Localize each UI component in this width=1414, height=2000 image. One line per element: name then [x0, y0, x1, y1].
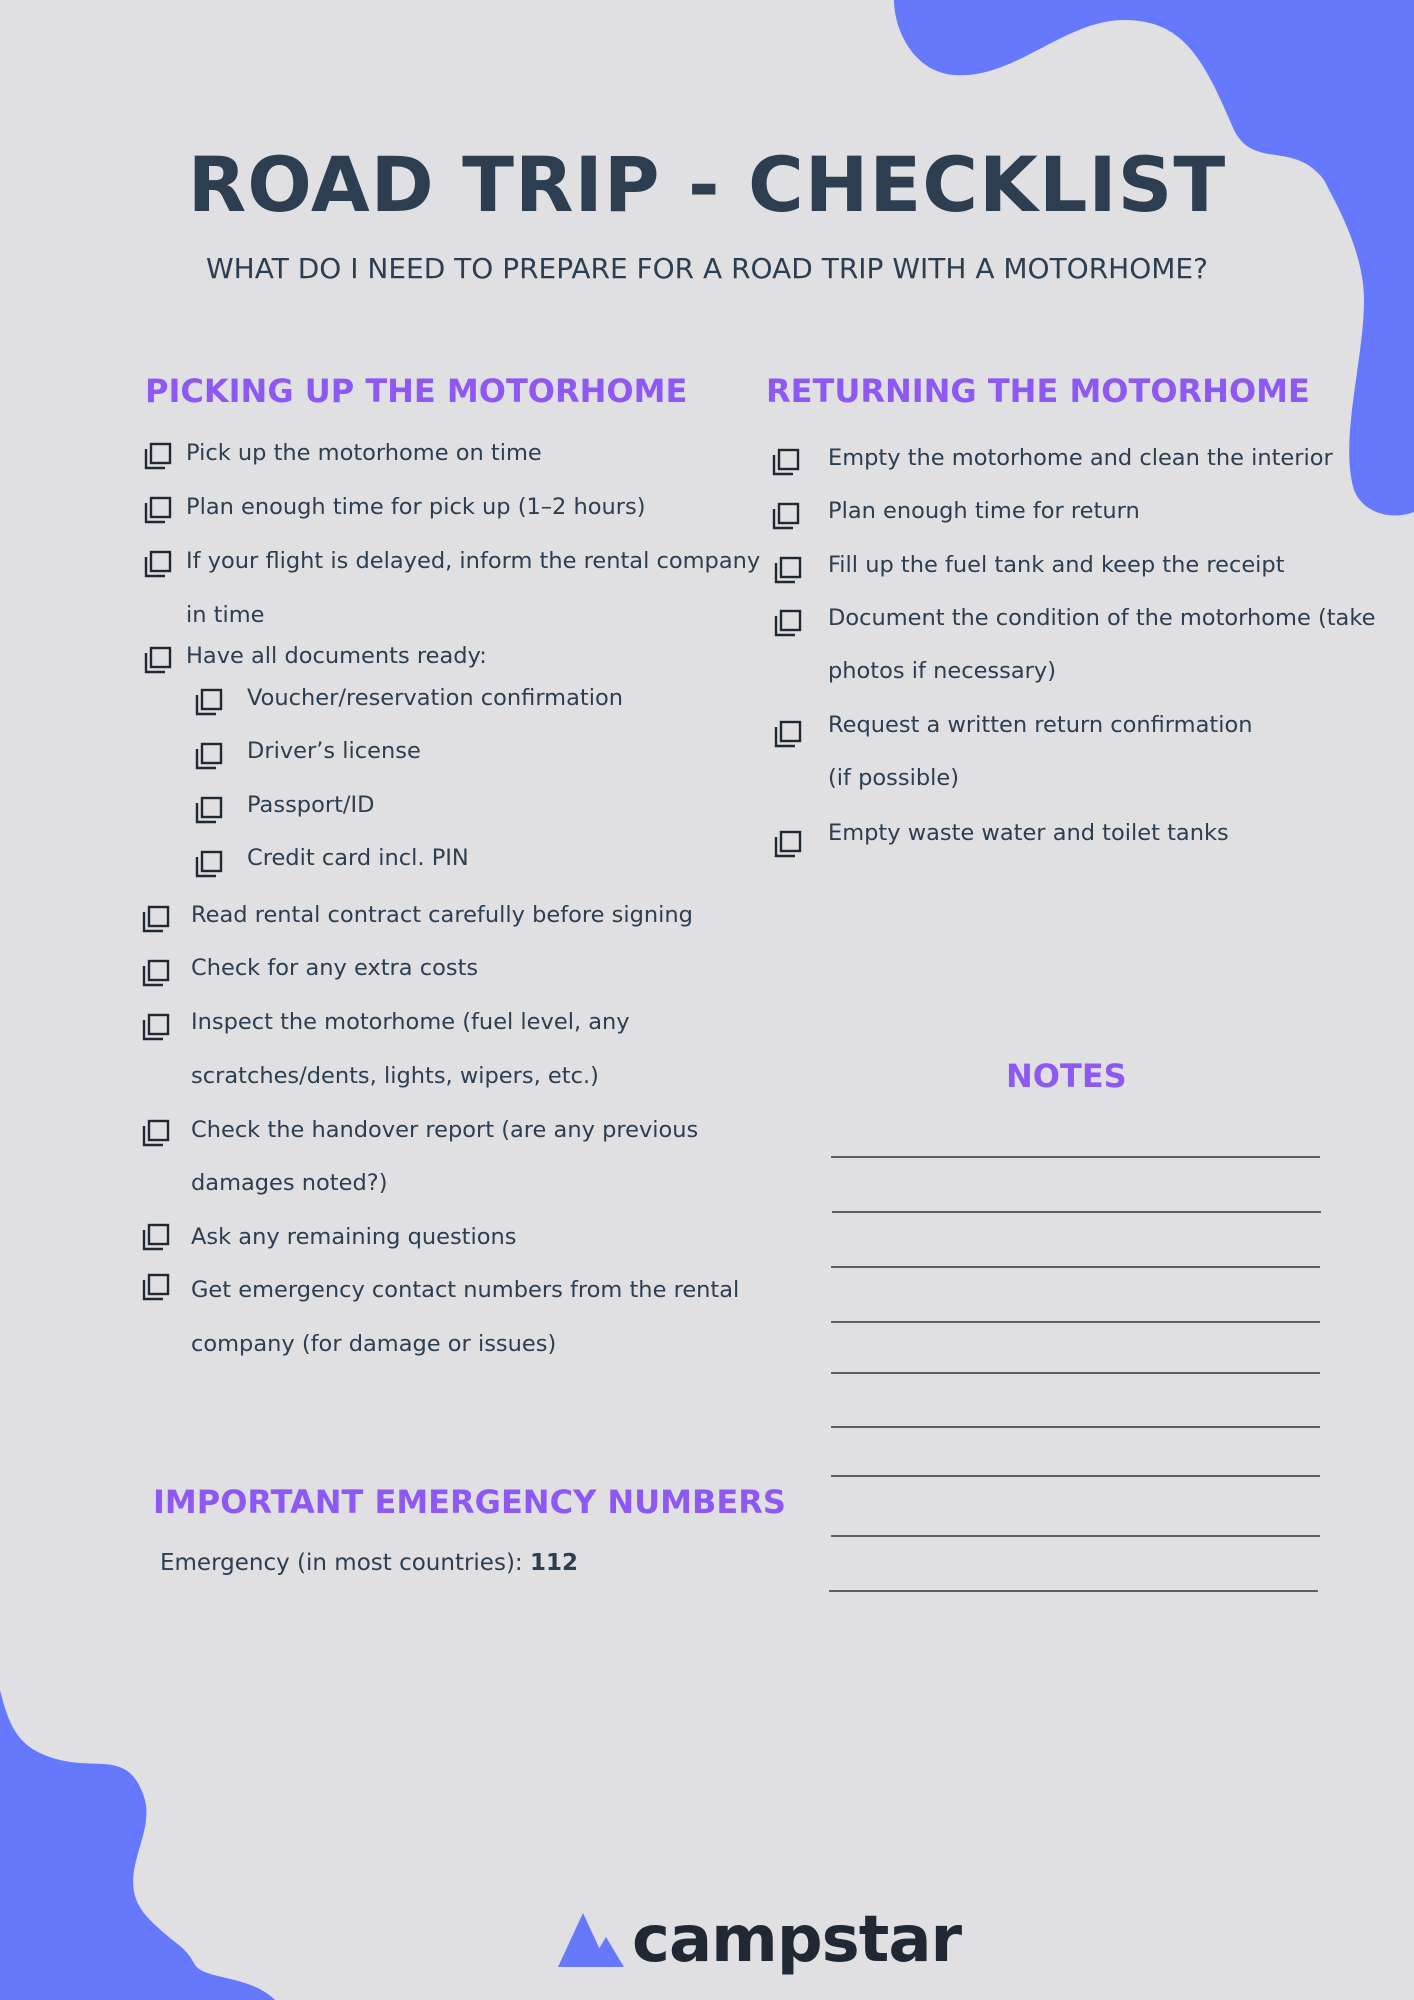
checkbox-icon[interactable] — [140, 903, 172, 935]
emergency-label: Emergency (in most countries): — [160, 1550, 530, 1576]
list-item: Read rental contract carefully before signing — [191, 902, 693, 928]
note-line[interactable] — [832, 1211, 1321, 1213]
checkbox-icon[interactable] — [770, 500, 802, 532]
list-item: Request a written return confirmation — [828, 712, 1253, 738]
checkbox-icon[interactable] — [140, 957, 172, 989]
list-item-continued: in time — [186, 602, 265, 628]
checkbox-icon[interactable] — [772, 828, 804, 860]
note-line[interactable] — [831, 1372, 1320, 1374]
note-line[interactable] — [831, 1321, 1320, 1323]
note-line[interactable] — [831, 1426, 1320, 1428]
note-line[interactable] — [831, 1535, 1320, 1537]
list-item: If your flight is delayed, inform the rental company — [186, 548, 761, 574]
checkbox-icon[interactable] — [772, 718, 804, 750]
checkbox-icon[interactable] — [140, 1221, 172, 1253]
checkbox-icon[interactable] — [193, 686, 225, 718]
campstar-logo — [558, 1900, 961, 1980]
list-item: Have all documents ready: — [186, 643, 487, 669]
list-item: Plan enough time for pick up (1–2 hours) — [186, 494, 646, 520]
checkbox-icon[interactable] — [193, 794, 225, 826]
list-item: Document the condition of the motorhome (take — [828, 605, 1376, 631]
sub-list-item: Passport/ID — [247, 792, 375, 818]
note-line[interactable] — [829, 1590, 1318, 1592]
sub-list-item: Voucher/reservation confirmation — [247, 685, 623, 711]
checkbox-icon[interactable] — [772, 554, 804, 586]
list-item: Plan enough time for return — [828, 498, 1140, 524]
list-item: Empty waste water and toilet tanks — [828, 820, 1229, 846]
page-title: ROAD TRIP - CHECKLIST — [187, 140, 1227, 229]
sub-list-item: Driver’s license — [247, 738, 421, 764]
checkbox-icon[interactable] — [770, 446, 802, 478]
checkbox-icon[interactable] — [193, 848, 225, 880]
list-item: Ask any remaining questions — [191, 1224, 517, 1250]
checkbox-icon[interactable] — [142, 494, 174, 526]
list-item: Get emergency contact numbers from the rental — [191, 1277, 740, 1303]
page-subtitle: WHAT DO I NEED TO PREPARE FOR A ROAD TRIP WITH A MOTORHOME? — [206, 252, 1208, 285]
list-item-continued: damages noted?) — [191, 1170, 388, 1196]
list-item-continued: company (for damage or issues) — [191, 1331, 557, 1357]
note-line[interactable] — [831, 1475, 1320, 1477]
checkbox-icon[interactable] — [142, 440, 174, 472]
note-line[interactable] — [831, 1156, 1320, 1158]
checkbox-icon[interactable] — [772, 607, 804, 639]
checkbox-icon[interactable] — [142, 548, 174, 580]
list-item: Pick up the motorhome on time — [186, 440, 542, 466]
list-item: Check for any extra costs — [191, 955, 479, 981]
list-item-continued: scratches/dents, lights, wipers, etc.) — [191, 1063, 599, 1089]
return-heading: RETURNING THE MOTORHOME — [766, 372, 1310, 410]
note-line[interactable] — [831, 1266, 1320, 1268]
checkbox-icon[interactable] — [140, 1011, 172, 1043]
sub-list-item: Credit card incl. PIN — [247, 845, 469, 871]
checkbox-icon[interactable] — [140, 1271, 172, 1303]
bottom-left-blob-decoration — [0, 1690, 300, 2000]
list-item: Inspect the motorhome (fuel level, any — [191, 1009, 630, 1035]
triangle-logo-icon — [558, 1913, 628, 1967]
list-item: Fill up the fuel tank and keep the receipt — [828, 552, 1285, 578]
checkbox-icon[interactable] — [142, 644, 174, 676]
list-item: Check the handover report (are any previous — [191, 1117, 699, 1143]
list-item-continued: (if possible) — [828, 765, 960, 791]
pickup-heading: PICKING UP THE MOTORHOME — [145, 372, 688, 410]
emergency-heading: IMPORTANT EMERGENCY NUMBERS — [153, 1483, 786, 1521]
list-item: Empty the motorhome and clean the interior — [828, 445, 1333, 471]
logo-text: campstar — [632, 1903, 962, 1977]
emergency-number: 112 — [529, 1550, 578, 1576]
checkbox-icon[interactable] — [193, 740, 225, 772]
notes-heading: NOTES — [1006, 1057, 1127, 1095]
list-item-continued: photos if necessary) — [828, 658, 1056, 684]
checkbox-icon[interactable] — [140, 1117, 172, 1149]
emergency-number-line — [160, 1550, 578, 1576]
